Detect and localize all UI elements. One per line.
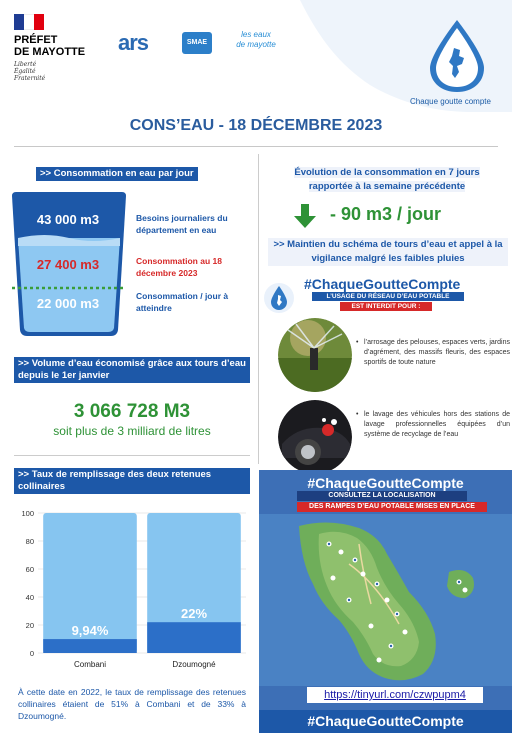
x-tick-label: Dzoumogné	[172, 660, 216, 669]
ars-logo-text: ars	[118, 30, 149, 55]
desc-current: Consommation au 18 décembre 2023	[136, 256, 222, 278]
header	[0, 0, 512, 112]
evolution-title	[272, 166, 502, 194]
y-tick-label: 20	[25, 621, 34, 630]
mayotte-map[interactable]	[259, 514, 512, 686]
sprinkler-photo	[278, 318, 352, 392]
usage-item-watering: • l’arrosage des pelouses, espaces verts, jardins d’agrément, des massifs fleuris, des espaces sportifs de toute nature	[364, 338, 510, 368]
car-wash-photo	[278, 400, 352, 474]
glass-value-target: 22 000 m3	[36, 296, 100, 311]
saved-value: 3 066 728 M3	[73, 401, 191, 422]
usage-hashtag: #ChaqueGoutteCompte	[304, 276, 461, 292]
divider	[14, 146, 498, 147]
divider	[14, 455, 250, 456]
map-link[interactable]: https://tinyurl.com/czwpupm4	[307, 687, 483, 703]
saved-tag: >> Volume d’eau économisé grâce aux tours d’eau depuis le 1er janvier	[14, 357, 250, 383]
fill-rate-note: À cette date en 2022, le taux de remplissage des retenues collinaires étaient de 51% à Combani et de 33% à Dzoumogné.	[18, 687, 246, 721]
fill-rate-tag: >> Taux de remplissage des deux retenues collinaires	[14, 468, 250, 494]
map-banner-rampes: DES RAMPES D’EAU POTABLE MISES EN PLACE	[297, 502, 487, 512]
map-hashtag: #ChaqueGoutteCompte	[307, 475, 464, 491]
bar-fill	[147, 622, 241, 653]
french-flag-icon	[14, 14, 44, 30]
column-divider	[258, 154, 259, 464]
water-drop-logo-icon	[426, 18, 488, 94]
slogan: Chaque goutte compte	[410, 97, 491, 106]
page-title: CONS’EAU - 18 DÉCEMBRE 2023	[129, 117, 383, 134]
down-arrow-icon	[294, 204, 316, 228]
prefet-motto: Liberté Égalité Fraternité	[14, 61, 46, 82]
data-label: 22%	[180, 606, 208, 622]
bar-fill	[43, 639, 137, 653]
water-drop-icon	[263, 280, 295, 316]
glass-value-current: 27 400 m3	[36, 257, 100, 272]
consumption-tag: >> Consommation en eau par jour	[36, 167, 198, 181]
ars-logo	[118, 30, 166, 56]
y-tick-label: 100	[21, 509, 34, 518]
glass-value-needs: 43 000 m3	[36, 212, 100, 227]
prefet-logo	[14, 14, 104, 82]
desc-target: Consommation / jour à atteindre	[136, 291, 229, 313]
map-banner-localisation: CONSULTEZ LA LOCALISATION	[297, 491, 467, 501]
usage-banner: L’USAGE DU RÉSEAU D’EAU POTABLE	[312, 292, 464, 301]
x-tick-label: Combani	[73, 660, 107, 669]
prefet-title: PRÉFET DE MAYOTTE	[14, 34, 86, 58]
desc-needs: Besoins journaliers du département en eau	[136, 213, 228, 235]
y-tick-label: 40	[25, 593, 34, 602]
maintien-notice: >> Maintien du schéma de tours d’eau et appel à la vigilance malgré les faibles pluies	[268, 238, 508, 266]
map-footer-hashtag: #ChaqueGoutteCompte	[259, 710, 512, 733]
fill-rate-chart	[10, 505, 250, 675]
evolution-title-text: Évolution de la consommation en 7 jours rapportée à la semaine précédente	[294, 167, 480, 192]
usage-item-carwash: • le lavage des véhicules hors des stations de lavage professionnelles équipées d’un système de recyclage de l’eau	[364, 410, 510, 440]
y-tick-label: 60	[25, 565, 34, 574]
map-panel	[259, 470, 512, 733]
eaux-de-mayotte-logo: les eaux de mayotte	[236, 30, 276, 49]
saved-subtext: soit plus de 3 milliard de litres	[53, 424, 211, 438]
evolution-value: - 90 m3 / jour	[330, 204, 442, 224]
smae-logo: SMAE	[182, 32, 212, 54]
data-label: 9,94%	[71, 623, 109, 639]
interdit-banner: EST INTERDIT POUR :	[340, 302, 432, 311]
y-tick-label: 80	[25, 537, 34, 546]
y-tick-label: 0	[29, 649, 34, 658]
